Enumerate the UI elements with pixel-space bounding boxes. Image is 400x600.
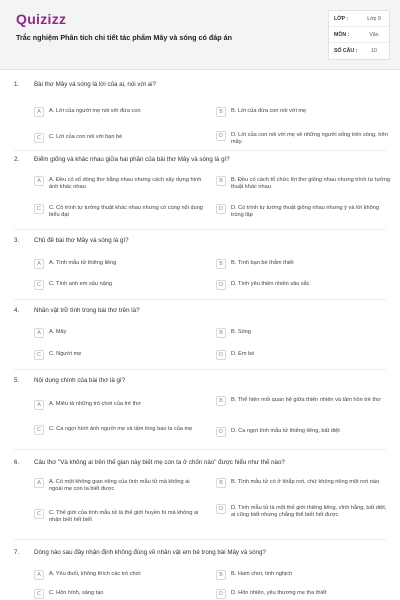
option-text: B. Đều có cách tổ chức lời thơ giống nhau nhưng trình tự tưởng thuật khác nhau [231,177,391,190]
option-letter-box: B [216,570,226,580]
option-letter-box: B [216,259,226,269]
option-text: C. Thế giới của tình mẫu tử là thế giới huyền bí mà không ai nhận biết hết biết [49,510,199,523]
option-text: D. Tình yêu thiên nhiên sâu sắc [231,281,310,287]
option-letter-box: C [34,509,44,519]
option-letter-box: D [216,504,226,514]
page-title: Trắc nghiệm Phân tích chi tiết tác phẩm Mây và sóng có đáp án [16,33,233,42]
option-d[interactable] [216,204,392,219]
option-text: B. Sóng [231,329,251,335]
option-letter-box: B [216,176,226,186]
meta-label: LỚP : [334,15,349,22]
option-a[interactable] [34,259,204,269]
option-b[interactable] [216,107,392,117]
option-d[interactable] [216,427,392,437]
option-letter-box: C [34,280,44,290]
option-text: A. Tình mẫu tử thiêng liêng [49,260,117,266]
option-letter-box: A [34,259,44,269]
question-text: Nội dung chính của bài thơ là gì? [34,377,126,384]
option-text: B. Thể hiện mối quan hệ giữa thiên nhiên và tâm hồn trẻ thơ [231,397,381,403]
option-a[interactable] [34,328,204,338]
option-letter-box: C [34,133,44,143]
quizizz-logo: Quizizz [16,11,67,27]
option-letter-box: A [34,570,44,580]
option-text: D. Tình mẫu tử là một thế giới thiêng liêng, vĩnh hằng, bất diệt, ai cũng biết nhưng chẳng thể biết hết được [231,505,387,518]
option-text: A. Miêu tả những trò chơi của trẻ thơ [49,401,141,407]
meta-value: Văn [369,31,379,38]
question-number: 3. [14,237,20,244]
option-text: C. Có trình tự tưởng thuật khác nhau nhưng có cùng nội dung biểu đạt [49,205,203,218]
option-text: B. Tình bạn bè thắm thiết [231,260,294,266]
option-letter-box: A [34,400,44,410]
option-letter-box: D [216,131,226,141]
option-text: D. Ca ngợi tình mẫu tử thiêng liêng, bất diệt [231,428,340,434]
option-b[interactable] [216,176,392,191]
option-letter-box: D [216,427,226,437]
option-text: D. Có trình tự tường thuật giống nhau nhưng ý và lời không trùng lặp [231,205,379,218]
option-letter-box: C [34,350,44,360]
option-letter-box: C [34,204,44,214]
option-text: B. Lời của đứa con nói với mẹ [231,108,307,114]
question-divider [14,229,386,230]
meta-label: MÔN : [334,31,350,38]
option-text: A. Có một không gian riêng của tình mẫu tử mà không ai ngoài mẹ con ta biết được [49,479,190,492]
question-number: 2. [14,156,20,163]
option-letter-box: D [216,204,226,214]
option-c[interactable] [34,589,204,599]
option-letter-box: D [216,589,226,599]
page-header [0,0,400,70]
option-text: B. Ham chơi, tinh nghịch [231,571,293,577]
option-text: B. Tình mẫu tử có ở khắp nơi, chứ không riêng một nơi nào [231,479,380,485]
question-divider [14,150,386,151]
option-d[interactable] [216,504,392,519]
option-letter-box: D [216,280,226,290]
question-divider [14,299,386,300]
meta-row-question-count [329,43,389,59]
option-a[interactable] [34,176,204,191]
option-letter-box: A [34,176,44,186]
option-text: C. Hồn hính, sáng tạo [49,590,104,596]
option-letter-box: B [216,107,226,117]
option-text: A. Yếu đuối, không thích các trò chơi [49,571,141,577]
question-number: 5. [14,377,20,384]
question-number: 6. [14,459,20,466]
option-text: D. Hồn nhiên, yêu thương mẹ tha thiết [231,590,327,596]
question-text: Chủ đề bài thơ Mây và sóng là gì? [34,237,129,244]
question-number: 1. [14,81,20,88]
option-b[interactable] [216,328,392,338]
option-a[interactable] [34,478,204,493]
option-c[interactable] [34,280,204,290]
question-text: Điểm giống và khác nhau giữa hai phần của bài thơ Mây và sóng là gì? [34,156,230,163]
question-text: Câu thơ "Và không ai trên thế gian này biết mẹ con ta ở chốn nào" được hiểu như thế nào? [34,459,285,466]
option-text: A. Lời của người mẹ nói với đứa con [49,108,141,114]
option-a[interactable] [34,400,204,410]
option-d[interactable] [216,280,392,290]
option-letter-box: C [34,589,44,599]
meta-row-grade [329,11,389,27]
option-a[interactable] [34,570,204,580]
option-c[interactable] [34,509,204,524]
option-c[interactable] [34,133,204,143]
option-b[interactable] [216,396,392,406]
meta-label: SỐ CÂU : [334,48,358,54]
option-b[interactable] [216,478,392,488]
meta-row-subject [329,27,389,43]
option-text: D. Em bé [231,351,255,357]
option-text: C. Lời của con nói với bạn bè [49,134,123,140]
question-text: Dòng nào sau đây nhận định không đúng về nhân vật em bé trong bài Mây và sóng? [34,549,266,556]
question-number: 4. [14,307,20,314]
question-divider [14,449,386,450]
option-d[interactable] [216,131,392,146]
option-text: C. Tình anh em sâu nặng [49,281,113,287]
option-letter-box: C [34,425,44,435]
option-c[interactable] [34,350,204,360]
option-d[interactable] [216,350,392,360]
option-d[interactable] [216,589,392,599]
meta-value: 10 [371,48,377,54]
question-text: Nhân vật trữ tình trong bài thơ trên là? [34,307,140,314]
option-text: A. Mây [49,329,67,335]
option-letter-box: B [216,328,226,338]
question-divider [14,369,386,370]
quiz-meta-box [328,10,390,60]
option-text: D. Lời của con nói với mẹ về những người sống trên sóng, trên mây. [231,132,388,145]
option-letter-box: A [34,478,44,488]
option-letter-box: D [216,350,226,360]
option-letter-box: B [216,396,226,406]
option-b[interactable] [216,259,392,269]
option-text: A. Đều có số dòng thơ bằng nhau nhưng cách xây dựng hình ảnh khác nhau [49,177,202,190]
question-number: 7. [14,549,20,556]
option-letter-box: B [216,478,226,488]
option-c[interactable] [34,425,204,435]
meta-value: Lớp 9 [367,15,381,22]
option-letter-box: A [34,328,44,338]
option-text: C. Người mẹ [49,351,82,357]
option-c[interactable] [34,204,204,219]
option-text: C. Ca ngợi hình ảnh người mẹ và tấm lòng bao la của mẹ [49,426,193,432]
option-a[interactable] [34,107,204,117]
question-text: Bài thơ Mây và sóng là lời của ai, nói với ai? [34,81,156,88]
option-b[interactable] [216,570,392,580]
question-divider [14,539,386,540]
option-letter-box: A [34,107,44,117]
